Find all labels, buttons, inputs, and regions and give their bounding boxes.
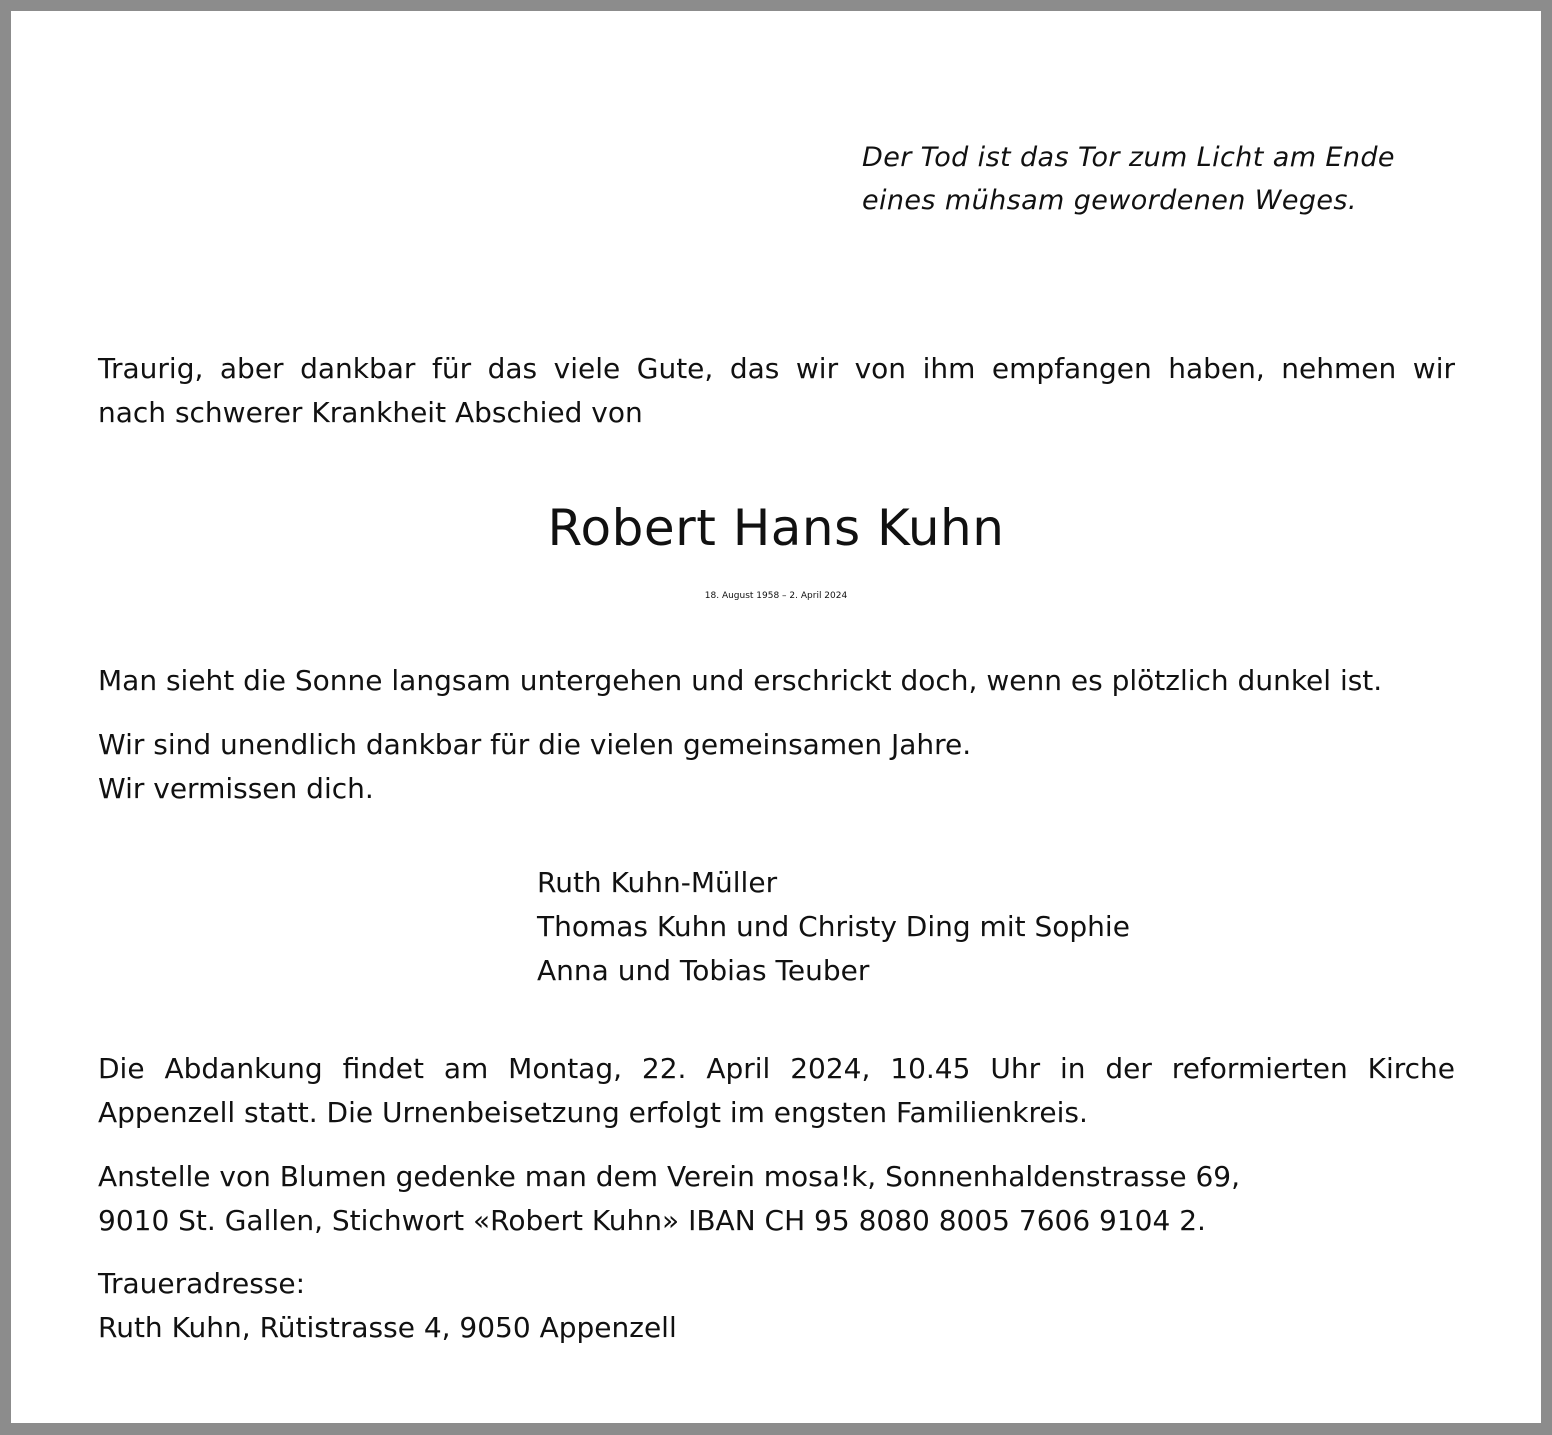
motto-line-1: Der Tod ist das Tor zum Licht am Ende (862, 142, 1395, 173)
thanks-paragraph (98, 723, 971, 811)
mourners-list (537, 861, 1130, 993)
mourning-address-value: Ruth Kuhn, Rütistrasse 4, 9050 Appenzell (98, 1311, 677, 1344)
ceremony-paragraph (98, 1047, 1455, 1135)
intro-line-2: nach schwerer Krankheit Abschied von (98, 396, 643, 429)
donation-line-2: 9010 St. Gallen, Stichwort «Robert Kuhn» IBAN CH 95 8080 8005 7606 9104 2. (98, 1204, 1206, 1237)
intro-line-1: Traurig, aber dankbar für das viele Gute, das wir von ihm empfangen haben, nehmen wir (98, 352, 1455, 385)
thanks-line-2: Wir vermissen dich. (98, 772, 374, 805)
donation-paragraph (98, 1155, 1240, 1243)
mourning-address (98, 1262, 677, 1350)
mourner-item: Ruth Kuhn-Müller (537, 866, 778, 899)
thanks-line-1: Wir sind unendlich dankbar für die vielen gemeinsamen Jahre. (98, 728, 972, 761)
mourner-item: Anna und Tobias Teuber (537, 954, 870, 987)
mourner-item: Thomas Kuhn und Christy Ding mit Sophie (537, 910, 1130, 943)
life-dates: 18. August 1958 – 2. April 2024 (704, 591, 848, 601)
deceased-name: Robert Hans Kuhn (547, 499, 1005, 557)
obituary-page (11, 11, 1541, 1423)
intro-paragraph (98, 347, 1455, 435)
ceremony-line-1: Die Abdankung findet am Montag, 22. April 2024, 10.45 Uhr in der reformierten Kirche (98, 1052, 1455, 1085)
motto-quote (862, 136, 1395, 222)
sunset-quote: Man sieht die Sonne langsam untergehen und erschrickt doch, wenn es plötzlich dunkel ist. (98, 664, 1383, 697)
donation-line-1: Anstelle von Blumen gedenke man dem Verein mosa!k, Sonnenhaldenstrasse 69, (98, 1160, 1240, 1193)
ceremony-line-2: Appenzell statt. Die Urnenbeisetzung erfolgt im engsten Familienkreis. (98, 1096, 1088, 1129)
motto-line-2: eines mühsam gewordenen Weges. (862, 185, 1357, 216)
mourning-address-label: Traueradresse: (98, 1267, 306, 1300)
